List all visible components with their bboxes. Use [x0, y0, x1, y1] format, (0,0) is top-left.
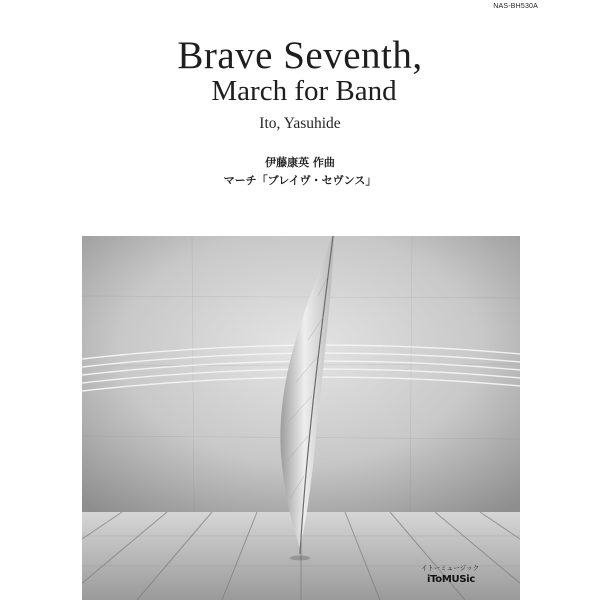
composer-name-english: Ito, Yasuhide — [259, 115, 341, 132]
publisher-logo: iToMUSic — [426, 574, 476, 585]
title-line-1: Brave Seventh, — [177, 34, 423, 77]
subtitle-japanese: マーチ「ブレイヴ・セヴンス」 — [223, 174, 377, 187]
publisher-name-kana: イトーミュージック — [420, 564, 480, 572]
composer-credit-japanese: 伊藤康英 作曲 — [265, 156, 335, 169]
catalog-code: NAS-BH530A — [493, 3, 538, 10]
cover-image — [82, 236, 520, 600]
title-line-2: March for Band — [211, 75, 397, 107]
